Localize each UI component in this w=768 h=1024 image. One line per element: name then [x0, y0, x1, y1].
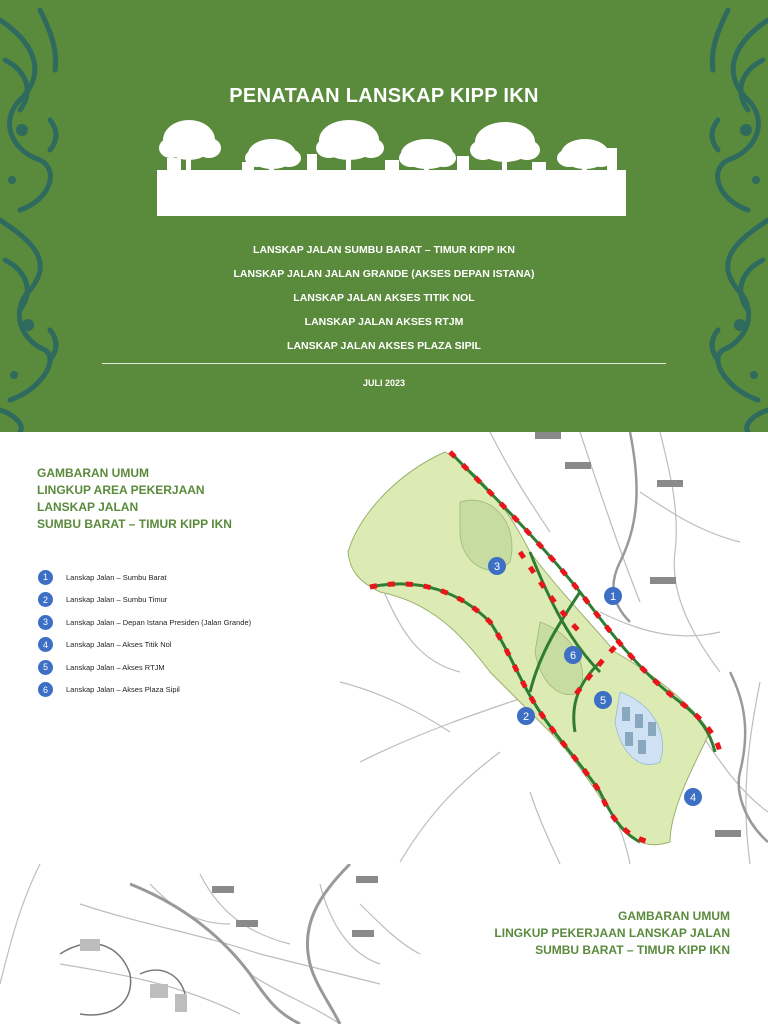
dayak-ornament-left — [0, 0, 62, 432]
legend-item — [38, 679, 251, 702]
detail-heading — [494, 908, 730, 959]
scope-item: LANSKAP JALAN SUMBU BARAT – TIMUR KIPP IKN — [253, 244, 515, 256]
legend-item — [38, 566, 251, 589]
legend-label: Lanskap Jalan – Depan Istana Presiden (Jalan Grande) — [66, 617, 252, 627]
heading-line: LINGKUP AREA PEKERJAAN — [37, 483, 205, 497]
legend-number-marker: 4 — [38, 637, 53, 652]
legend-number-marker: 2 — [38, 592, 53, 607]
dayak-ornament-right — [706, 0, 768, 432]
legend-item — [38, 589, 251, 612]
detail-page — [0, 864, 768, 1024]
heading-line: GAMBARAN UMUM — [37, 466, 149, 480]
legend-label: Lanskap Jalan – Akses RTJM — [66, 662, 165, 672]
map-legend — [38, 566, 251, 701]
legend-label: Lanskap Jalan – Akses Titik Nol — [66, 640, 172, 650]
scope-item: LANSKAP JALAN AKSES TITIK NOL — [293, 292, 475, 304]
svg-text:5: 5 — [599, 695, 607, 707]
cover-title: PENATAAN LANSKAP KIPP IKN — [229, 85, 539, 108]
legend-item — [38, 611, 251, 634]
overview-page — [0, 432, 768, 864]
cover-divider — [102, 363, 666, 364]
cover-date: JULI 2023 — [362, 378, 406, 388]
heading-line: LINGKUP PEKERJAAN LANSKAP JALAN — [494, 926, 730, 940]
legend-item — [38, 656, 251, 679]
legend-label: Lanskap Jalan – Sumbu Timur — [66, 595, 168, 605]
legend-number-marker: 3 — [38, 615, 53, 630]
legend-number-marker: 1 — [38, 570, 53, 585]
legend-number-marker: 6 — [38, 682, 53, 697]
heading-line: LANSKAP JALAN — [37, 500, 139, 514]
svg-text:3: 3 — [493, 561, 501, 573]
svg-text:4: 4 — [689, 792, 697, 804]
cover-page — [0, 0, 768, 432]
tree-skyline-illustration — [157, 118, 626, 216]
svg-text:1: 1 — [609, 591, 617, 603]
site-plan-map — [340, 432, 768, 864]
scope-item: LANSKAP JALAN AKSES RTJM — [304, 316, 464, 328]
overview-heading — [37, 465, 232, 533]
legend-label: Lanskap Jalan – Sumbu Barat — [66, 572, 167, 582]
svg-text:2: 2 — [522, 711, 530, 723]
svg-text:6: 6 — [569, 650, 577, 662]
scope-item: LANSKAP JALAN JALAN GRANDE (AKSES DEPAN ISTANA) — [233, 268, 535, 280]
legend-item — [38, 634, 251, 657]
legend-label: Lanskap Jalan – Akses Plaza Sipil — [66, 685, 180, 695]
detail-site-plan-map — [0, 864, 430, 1024]
legend-number-marker: 5 — [38, 660, 53, 675]
heading-line: SUMBU BARAT – TIMUR KIPP IKN — [535, 943, 730, 957]
scope-list — [0, 240, 768, 360]
scope-item: LANSKAP JALAN AKSES PLAZA SIPIL — [287, 340, 481, 352]
heading-line: SUMBU BARAT – TIMUR KIPP IKN — [37, 517, 232, 531]
heading-line: GAMBARAN UMUM — [618, 909, 730, 923]
